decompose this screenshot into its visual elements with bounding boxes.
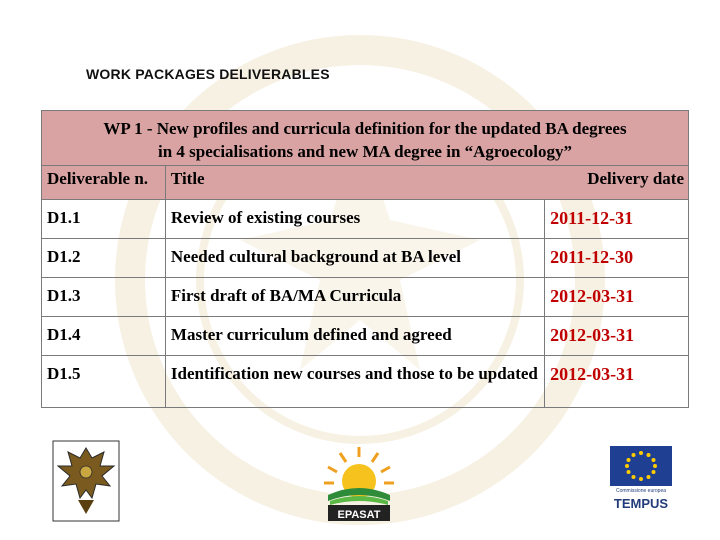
table-title-line1: WP 1 - New profiles and curricula definition for the updated BA degrees [103,119,627,138]
deliverables-table [41,110,689,408]
tempus-label: TEMPUS [613,496,669,511]
table-row [42,278,689,317]
table-header-row [42,166,689,200]
table-row [42,317,689,356]
delivery-date: 2012-03-31 [545,317,689,356]
tempus-caption: Commissione europea [615,488,667,494]
table-row [42,200,689,239]
deliverable-id: D1.3 [42,278,166,317]
header-title: Title [165,166,544,200]
delivery-date: 2012-03-31 [545,278,689,317]
page-heading: WORK PACKAGES DELIVERABLES [86,66,330,82]
epasat-label: EPASAT [337,509,381,521]
epasat-logo [320,443,398,523]
deliverable-title: Identification new courses and those to be updated [165,356,544,408]
deliverable-title: Review of existing courses [165,200,544,239]
deliverable-id: D1.1 [42,200,166,239]
header-delivery-date: Delivery date [545,166,689,200]
deliverable-id: D1.2 [42,239,166,278]
deliverable-id: D1.5 [42,356,166,408]
deliverable-title: Needed cultural background at BA level [165,239,544,278]
table-title [42,111,689,166]
table-row [42,356,689,408]
eu-flag-icon [608,446,674,486]
delivery-date: 2011-12-30 [545,239,689,278]
deliverable-id: D1.4 [42,317,166,356]
deliverable-title: Master curriculum defined and agreed [165,317,544,356]
eagle-crest-logo [52,440,120,522]
delivery-date: 2012-03-31 [545,356,689,408]
table-row [42,239,689,278]
header-deliverable: Deliverable n. [42,166,166,200]
deliverable-title: First draft of BA/MA Curricula [165,278,544,317]
table-title-line2: in 4 specialisations and new MA degree in “Agroecology” [158,142,572,161]
table-title-row [42,111,689,166]
delivery-date: 2011-12-31 [545,200,689,239]
